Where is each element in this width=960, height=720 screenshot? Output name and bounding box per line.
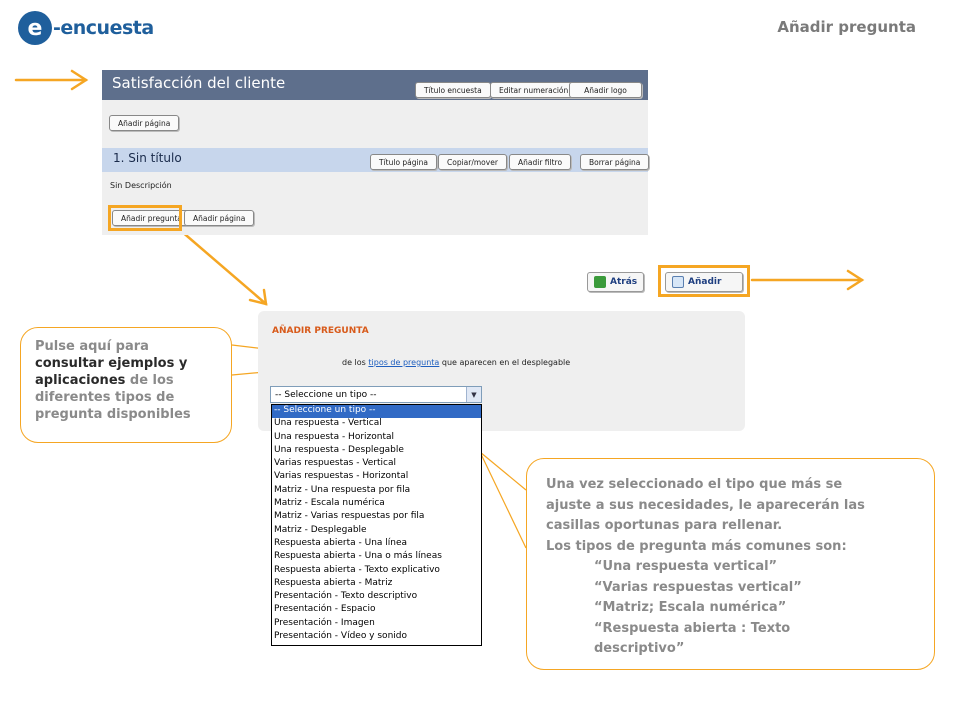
dropdown-option[interactable]: Una respuesta - Horizontal: [274, 431, 395, 442]
survey-title-button[interactable]: Título encuesta: [415, 82, 491, 98]
logo-text: -encuesta: [53, 17, 154, 39]
add-page-bottom-button[interactable]: Añadir página: [184, 210, 254, 226]
chevron-down-icon[interactable]: ▼: [466, 387, 481, 402]
callout-right-line: ajuste a sus necesidades, le aparecerán las: [546, 497, 865, 513]
dropdown-option[interactable]: Respuesta abierta - Matriz: [274, 577, 393, 588]
dropdown-option[interactable]: Matriz - Desplegable: [274, 524, 367, 535]
question-type-select[interactable]: [270, 386, 482, 403]
callout-right-item: “Varias respuestas vertical”: [594, 579, 802, 595]
question-type-select-value: -- Seleccione un tipo --: [275, 389, 377, 400]
survey-title: Satisfacción del cliente: [112, 74, 286, 92]
add-logo-button[interactable]: Añadir logo: [569, 82, 642, 98]
dropdown-option[interactable]: Presentación - Imagen: [274, 617, 375, 628]
add-page-top-button[interactable]: Añadir página: [109, 115, 179, 131]
add-filter-button[interactable]: Añadir filtro: [509, 154, 571, 170]
edit-numbering-button[interactable]: Editar numeración: [490, 82, 577, 98]
add-question-button[interactable]: Añadir pregunta: [112, 210, 191, 226]
dropdown-option[interactable]: Presentación - Espacio: [274, 604, 376, 615]
page-title-button[interactable]: Título página: [370, 154, 437, 170]
callout-left-line: Pulse aquí para: [35, 339, 149, 354]
add-question-highlight: [108, 205, 182, 231]
delete-page-button[interactable]: Borrar página: [580, 154, 649, 170]
callout-right-line: casillas oportunas para rellenar.: [546, 518, 783, 533]
dropdown-option[interactable]: Una respuesta - Desplegable: [274, 444, 404, 455]
callout-left-line: diferentes tipos de: [35, 390, 175, 405]
add-button-highlight: [658, 265, 750, 297]
section-description: Sin Descripción: [110, 181, 172, 190]
e-encuesta-logo: [18, 10, 154, 46]
dropdown-option[interactable]: Respuesta abierta - Texto explicativo: [274, 564, 440, 575]
dropdown-option[interactable]: Presentación - Vídeo y sonido: [274, 631, 407, 642]
add-label: Añadir: [688, 277, 722, 287]
dropdown-option[interactable]: Varias respuestas - Vertical: [274, 458, 397, 469]
callout-right-item: “Una respuesta vertical”: [594, 559, 778, 574]
instructions-prefix: de los: [342, 358, 366, 367]
callout-right-line: Los tipos de pregunta más comunes son:: [546, 538, 847, 554]
dropdown-option[interactable]: Matriz - Una respuesta por fila: [274, 484, 411, 495]
callout-right-line: Una vez seleccionado el tipo que más se: [546, 477, 843, 492]
callout-left-line: pregunta disponibles: [35, 407, 191, 422]
dropdown-option[interactable]: Presentación - Texto descriptivo: [274, 591, 418, 602]
arrow-to-add-question-panel: [180, 230, 266, 304]
dropdown-option[interactable]: -- Seleccione un tipo --: [272, 405, 481, 418]
question-type-dropdown: [271, 404, 482, 646]
question-types-link[interactable]: tipos de pregunta: [368, 358, 440, 367]
instructions-suffix: que aparecen en el desplegable: [441, 358, 571, 367]
dropdown-option[interactable]: Varias respuestas - Horizontal: [274, 471, 409, 482]
add-question-title: AÑADIR PREGUNTA: [272, 326, 369, 336]
callout-left-line: consultar ejemplos y: [35, 356, 188, 371]
dropdown-option[interactable]: Una respuesta - Vertical: [274, 418, 382, 429]
back-arrow-icon: [594, 276, 606, 288]
callout-question-types: [20, 327, 232, 443]
callout-left-emphasis: aplicaciones: [35, 373, 126, 388]
callout-left-line: de los: [125, 373, 174, 388]
page-title: Añadir pregunta: [777, 18, 916, 36]
callout-right-item: descriptivo”: [594, 641, 685, 656]
dropdown-option[interactable]: Matriz - Varias respuestas por fila: [274, 511, 425, 522]
section-title: 1. Sin título: [113, 151, 182, 165]
dropdown-option[interactable]: Respuesta abierta - Una línea: [274, 537, 408, 548]
add-question-instructions: [342, 358, 570, 367]
dropdown-option[interactable]: Matriz - Escala numérica: [274, 498, 385, 509]
callout-common-types: [526, 458, 935, 670]
back-label: Atrás: [610, 277, 638, 287]
logo-mark: e: [18, 11, 52, 45]
callout-right-item: “Respuesta abierta : Texto: [594, 620, 791, 636]
callout-right-item: “Matriz; Escala numérica”: [594, 600, 787, 615]
dropdown-option[interactable]: Respuesta abierta - Una o más líneas: [274, 551, 442, 562]
back-button[interactable]: [587, 272, 644, 292]
copy-move-button[interactable]: Copiar/mover: [438, 154, 507, 170]
